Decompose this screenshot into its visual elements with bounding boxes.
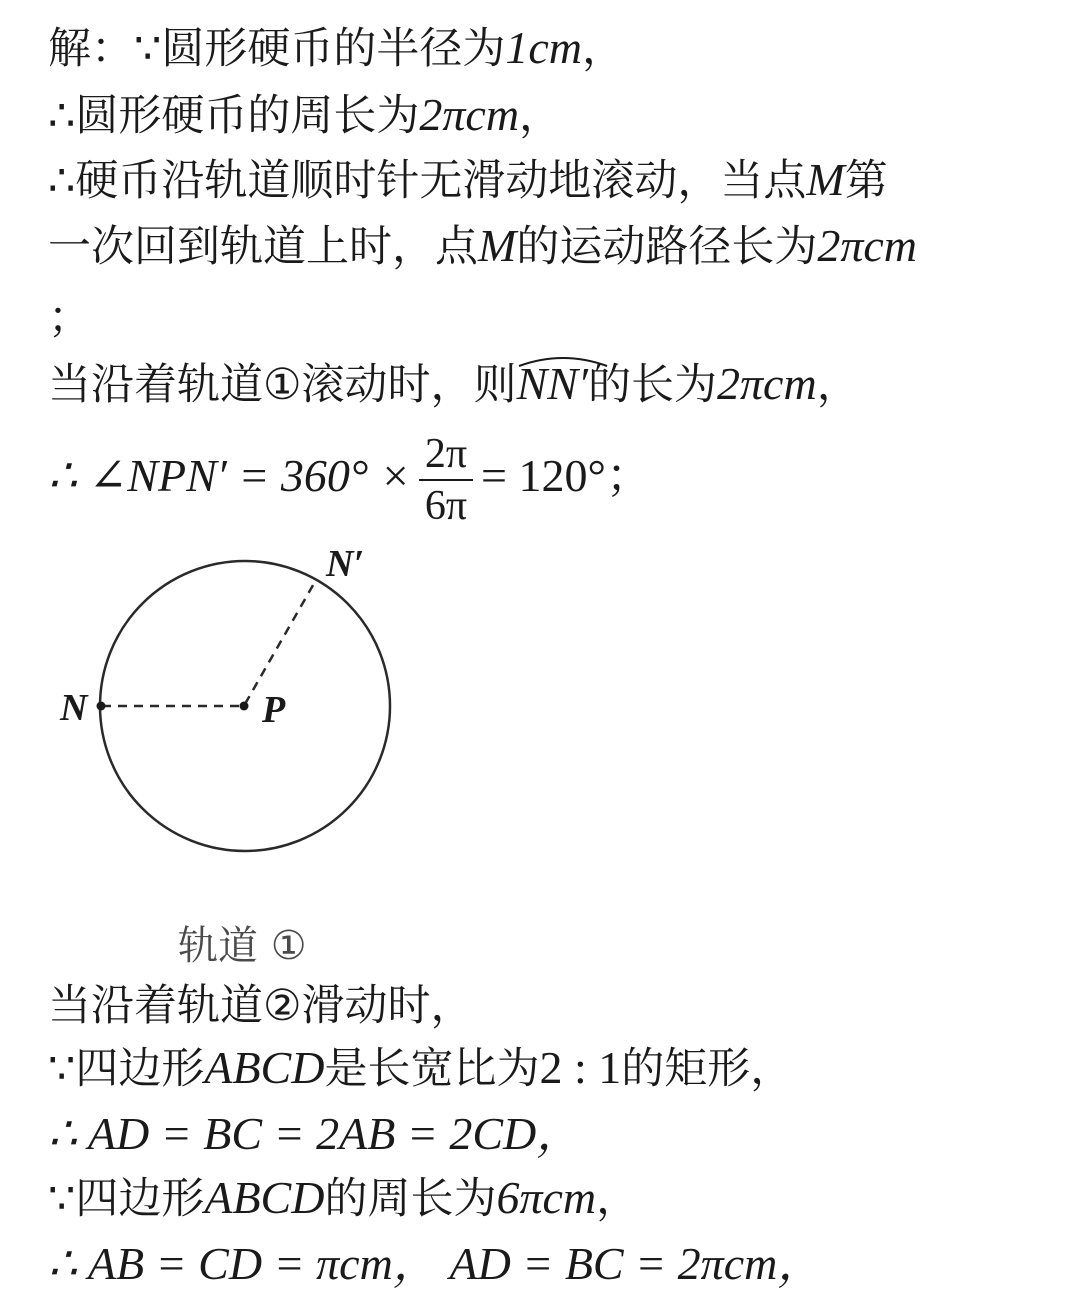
line-8-text: 当沿着轨道②滑动时，	[48, 981, 474, 1031]
line-5-text: ；	[48, 293, 91, 343]
point-n-dot	[97, 702, 106, 711]
line-11	[48, 1170, 1060, 1227]
line-9-tail: 的矩形，	[621, 1044, 794, 1094]
line-1	[48, 20, 1060, 77]
line-2-text: ∴圆形硬币的周长为	[48, 91, 420, 141]
track-1-figure	[40, 536, 420, 866]
side-equation-1: ∴ AD = BC = 2AB = 2CD，	[48, 1108, 583, 1159]
arc-length-value: 2πcm	[717, 358, 817, 409]
line-6	[48, 356, 1060, 413]
line-3-tail: 第	[844, 156, 888, 206]
fraction	[419, 429, 473, 531]
radius-pn-prime	[245, 580, 316, 704]
line-3	[48, 152, 1060, 209]
circumference-value: 2πcm	[419, 89, 520, 140]
line-10	[48, 1106, 1060, 1163]
fraction-denominator: 6π	[424, 482, 468, 529]
line-1-text: 解：∵圆形硬币的半径为	[48, 24, 506, 74]
line-9	[48, 1040, 1060, 1097]
perimeter-value: 6πcm	[496, 1172, 597, 1223]
arc-nn-prime: NN′	[516, 358, 588, 409]
arc-overline-icon	[517, 352, 609, 368]
point-p-dot	[240, 702, 249, 711]
line-11-tail: ，	[596, 1174, 640, 1224]
line-2-tail: ，	[519, 91, 563, 141]
angle-equation: ∴ ∠NPN′ = 360° ×	[48, 450, 411, 501]
label-n-prime: N′	[326, 543, 365, 585]
point-m-var: M	[806, 154, 845, 205]
path-length-value: 2πcm	[817, 220, 918, 271]
line-4-text: 一次回到轨道上时，点	[48, 222, 478, 272]
line-4-mid: 的运动路径长为	[516, 222, 818, 272]
ratio-value: 2 : 1	[539, 1042, 622, 1093]
line-5	[48, 290, 1060, 346]
line-6-mid: 的长为	[588, 360, 717, 410]
line-4	[48, 218, 1060, 275]
label-n: N	[60, 687, 88, 729]
line-11-mid: 的周长为	[324, 1174, 497, 1224]
label-p: P	[262, 689, 286, 731]
line-12	[48, 1236, 1060, 1293]
quad-abcd: ABCD	[204, 1042, 325, 1093]
line-6-tail: ，	[816, 360, 860, 410]
line-6-text: 当沿着轨道①滚动时，则	[48, 360, 517, 410]
line-8	[48, 978, 1060, 1034]
line-9-mid: 是长宽比为	[324, 1044, 540, 1094]
line-11-text: ∵四边形	[48, 1174, 205, 1224]
figure-caption: 轨道 ①	[178, 923, 307, 969]
radius-value: 1cm	[505, 22, 582, 73]
line-1-tail: ，	[582, 24, 625, 74]
arc-notation	[517, 356, 588, 413]
line-3-text: ∴硬币沿轨道顺时针无滑动地滚动，当点	[48, 156, 807, 206]
line-7	[48, 424, 1060, 531]
line-9-text: ∵四边形	[48, 1044, 205, 1094]
point-m-var-2: M	[478, 220, 517, 271]
side-equation-2: ∴ AB = CD = πcm， AD = BC = 2πcm，	[48, 1238, 824, 1289]
quad-abcd-2: ABCD	[204, 1172, 325, 1223]
fraction-numerator: 2π	[419, 429, 473, 481]
line-2	[48, 87, 1060, 144]
angle-result: = 120°；	[481, 450, 652, 501]
